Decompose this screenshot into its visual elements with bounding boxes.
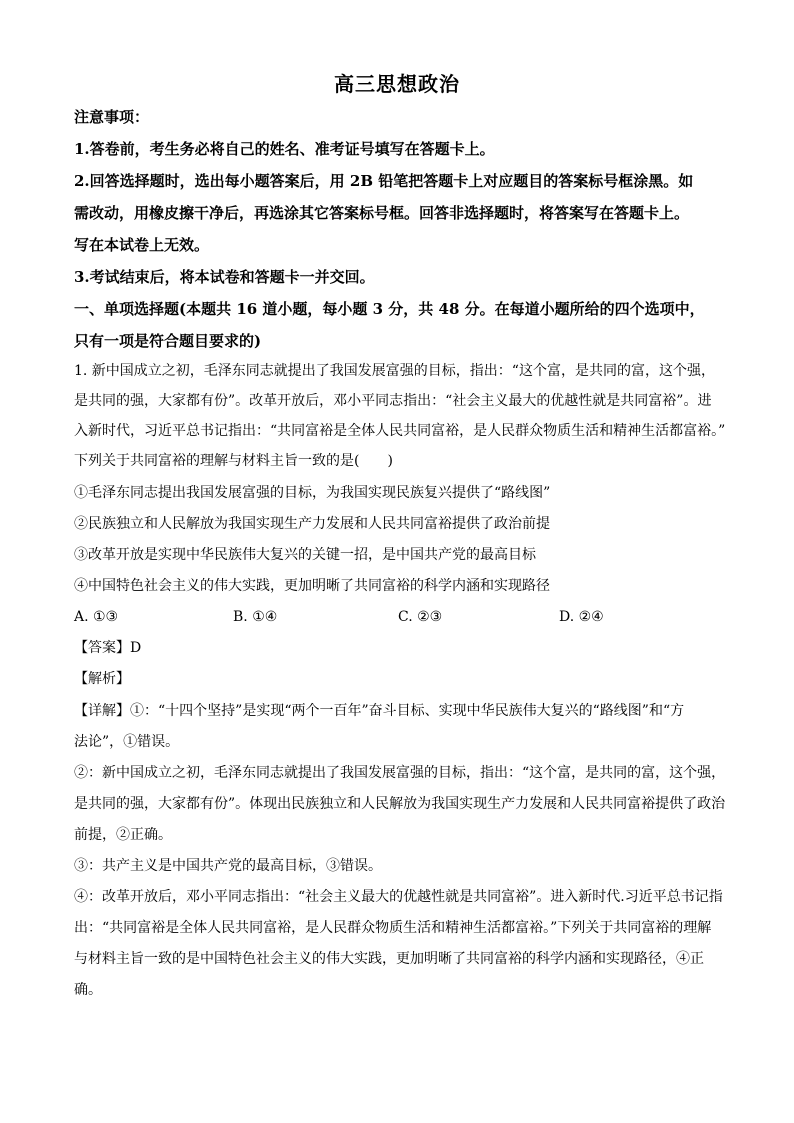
option-a: A. ①③ — [74, 609, 119, 625]
detail-line: 前提，②正确。 — [74, 827, 172, 843]
notice-item: 需改动，用橡皮擦干净后，再选涂其它答案标号框。回答非选择题时，将答案写在答题卡上。 — [74, 204, 690, 222]
detail-line — [74, 702, 684, 720]
section-heading: 一、单项选择题(本题共 16 道小题，每小题 3 分，共 48 分。在每道小题所给的四个选项中， — [74, 300, 705, 318]
answer-value: D — [130, 640, 142, 656]
page-title: 高三思想政治 — [334, 72, 460, 96]
analysis-tag: 【解析】 — [74, 671, 130, 687]
section-heading-cont: 只有一项是符合题目要求的) — [74, 332, 262, 350]
statement-3: ③改革开放是实现中华民族伟大复兴的关键一招，是中国共产党的最高目标 — [74, 547, 536, 563]
statement-2: ②民族独立和人民解放为我国实现生产力发展和人民共同富裕提供了政治前提 — [74, 516, 550, 532]
option-d: D. ②④ — [559, 609, 604, 625]
detail-line: 是共同的强，大家都有份”。体现出民族独立和人民解放为我国实现生产力发展和人民共同富裕提供了政治 — [74, 796, 726, 812]
answer-tag: 【答案】 — [74, 640, 130, 656]
detail-line: 出：“共同富裕是全体人民共同富裕，是人民群众物质生活和精神生活都富裕。”下列关于共同富裕的理解 — [74, 920, 712, 936]
detail-line: 法论”，①错误。 — [74, 734, 180, 750]
notice-item: 3.考试结束后，将本试卷和答题卡一并交回。 — [74, 268, 375, 286]
answer-line — [74, 639, 141, 657]
detail-line: ④：改革开放后，邓小平同志指出：“社会主义最大的优越性就是共同富裕”。进入新时代.习近平总书记指 — [74, 889, 723, 905]
detail-line: 与材料主旨一致的是中国特色社会主义的伟大实践，更加明晰了共同富裕的科学内涵和实现路径，④正 — [74, 951, 704, 967]
statement-1: ①毛泽东同志提出我国发展富强的目标，为我国实现民族复兴提供了“路线图” — [74, 485, 551, 501]
notice-item: 1.答卷前，考生务必将自己的姓名、准考证号填写在答题卡上。 — [74, 140, 495, 158]
detail-tag: 【详解】 — [74, 703, 130, 719]
question-stem-line: 1. 新中国成立之初，毛泽东同志就提出了我国发展富强的目标，指出：“这个富，是共同的富，这个强， — [74, 363, 715, 379]
detail-line: 确。 — [74, 982, 102, 998]
notice-heading: 注意事项： — [74, 108, 150, 126]
question-stem-line: 入新时代，习近平总书记指出：“共同富裕是全体人民共同富裕，是人民群众物质生活和精神生活都富裕。” — [74, 423, 726, 439]
option-b: B. ①④ — [233, 609, 278, 625]
detail-line: ②：新中国成立之初，毛泽东同志就提出了我国发展富强的目标，指出：“这个富，是共同的富，这个强， — [74, 765, 726, 781]
notice-item: 2.回答选择题时，选出每小题答案后，用 2B 铅笔把答题卡上对应题目的答案标号框涂黑。如 — [74, 172, 694, 190]
notice-item: 写在本试卷上无效。 — [74, 236, 210, 254]
question-stem-line: 下列关于共同富裕的理解与材料主旨一致的是( ) — [74, 453, 393, 469]
detail-line: ③：共产主义是中国共产党的最高目标，③错误。 — [74, 858, 382, 874]
question-stem-line: 是共同的强，大家都有份”。改革开放后，邓小平同志指出：“社会主义最大的优越性就是共同富裕”。进 — [74, 393, 712, 409]
statement-4: ④中国特色社会主义的伟大实践，更加明晰了共同富裕的科学内涵和实现路径 — [74, 578, 550, 594]
detail-text: ①：“十四个坚持”是实现“两个一百年”奋斗目标、实现中华民族伟大复兴的“路线图”和“方 — [130, 703, 685, 719]
option-c: C. ②③ — [398, 609, 443, 625]
